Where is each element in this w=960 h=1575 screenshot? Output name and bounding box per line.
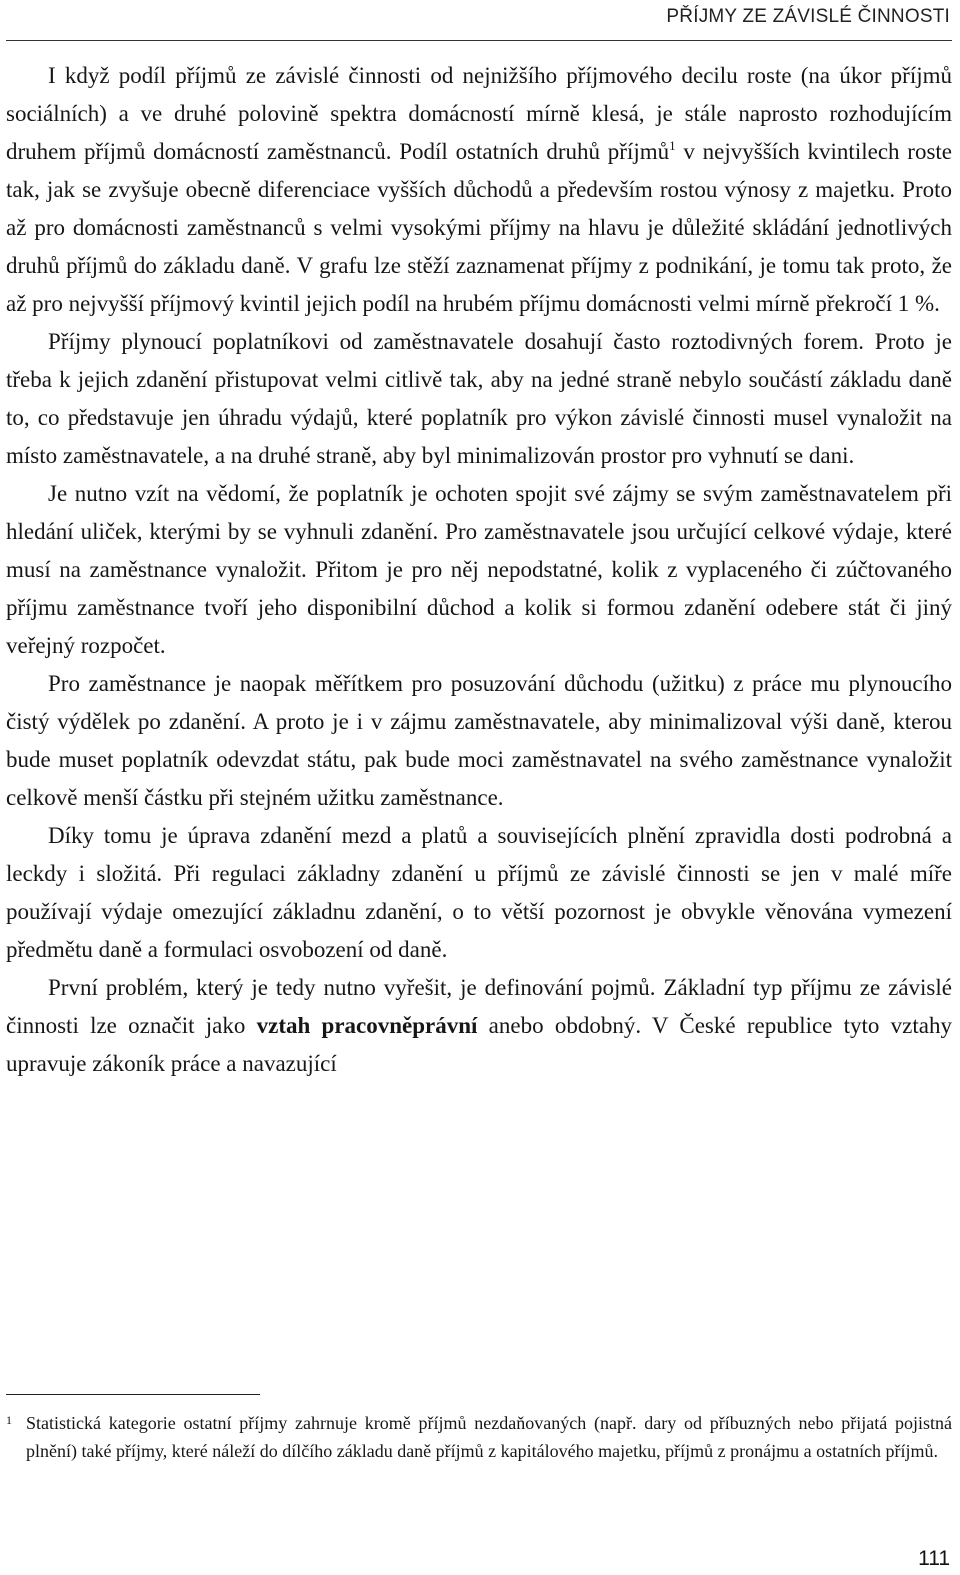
paragraph-2: Příjmy plynoucí poplatníkovi od zaměstnavatele dosahují často roztodivných forem. Proto je třeba k jejich zdanění přistupovat velmi citlivě tak, aby na jedné straně nebylo součástí základu daně to, co představuje jen úhradu výdajů, které poplatník pro výkon závislé činnosti musel vynaložit na místo zaměstnavatele, a na druhé straně, aby byl minimalizován prostor pro vyhnutí se dani. <box>6 329 952 468</box>
paragraph-6-text-a: První problém, který je tedy nutno vyřešit, je definování pojmů. Základní typ příjmu ze závislé činnosti lze označit jako <box>6 975 952 1038</box>
footnote-text: Statistická kategorie ostatní příjmy zahrnuje kromě příjmů nezdaňovaných (např. dary od příbuzných nebo přijatá pojistná plnění) také příjmy, které náleží do dílčího základu daně příjmů z kapitálového majetku, příjmů z pronájmu a ostatních příjmů. <box>26 1413 952 1461</box>
paragraph-1 <box>6 57 952 323</box>
body-text <box>6 57 952 1083</box>
paragraph-1-text-b: v nejvyšších kvintilech roste tak, jak se zvyšuje obecně diferenciace vyšších důchodů a především rostou výnosy z majetku. Proto až pro domácnosti zaměstnanců s velmi vysokými příjmy na hlavu je důležité skládání jednotlivých druhů příjmů do základu daně. V grafu lze stěží zaznamenat příjmy z podnikání, je tomu tak proto, že až pro nejvyšší příjmový kvintil jejich podíl na hrubém příjmu domácnosti velmi mírně překročí 1 %. <box>6 139 952 316</box>
paragraph-6-text-b: anebo obdobný. V České republice tyto vztahy upravuje zákoník práce a navazující <box>6 1013 952 1076</box>
footnote-reference: 1 <box>669 138 676 153</box>
paragraph-5: Díky tomu je úprava zdanění mezd a platů a souvisejících plnění zpravidla dosti podrobná a leckdy i složitá. Při regulaci základny zdanění u příjmů ze závislé činnosti se jen v malé míře používají výdaje omezující základnu zdanění, o to větší pozornost je obvykle věnována vymezení předmětu daně a formulaci osvobození od daně. <box>6 823 952 962</box>
running-header: PŘÍJMY ZE ZÁVISLÉ ČINNOSTI <box>666 6 950 27</box>
paragraph-3: Je nutno vzít na vědomí, že poplatník je ochoten spojit své zájmy se svým zaměstnavatelem při hledání uliček, kterými by se vyhnuli zdanění. Pro zaměstnavatele jsou určující celkové výdaje, které musí na zaměstnance vynaložit. Přitom je pro něj nepodstatné, kolik z vyplaceného či zúčtovaného příjmu zaměstnance tvoří jeho disponibilní důchod a kolik si formou zdanění odebere stát či jiný veřejný rozpočet. <box>6 481 952 658</box>
paragraph-6 <box>6 969 952 1083</box>
header-rule <box>6 40 952 41</box>
footnote-number: 1 <box>6 1413 12 1427</box>
bold-term: vztah pracovněprávní <box>256 1013 478 1038</box>
paragraph-1-text-a: I když podíl příjmů ze závislé činnosti od nejnižšího příjmového decilu roste (na úkor příjmů sociálních) a ve druhé polovině spektra domácností mírně klesá, je stále naprosto rozhodujícím druhem příjmů domácností zaměstnanců. Podíl ostatních druhů příjmů <box>6 63 952 164</box>
page-number: 111 <box>918 1547 950 1570</box>
paragraph-4: Pro zaměstnance je naopak měřítkem pro posuzování důchodu (užitku) z práce mu plynoucího čistý výdělek po zdanění. A proto je i v zájmu zaměstnavatele, aby minimalizoval výši daně, kterou bude muset poplatník odevzdat státu, pak bude moci zaměstnavatel na svého zaměstnance vynaložit celkově menší částku při stejném užitku zaměstnance. <box>6 671 952 810</box>
footnote-rule <box>6 1394 260 1395</box>
footnote <box>6 1409 952 1465</box>
